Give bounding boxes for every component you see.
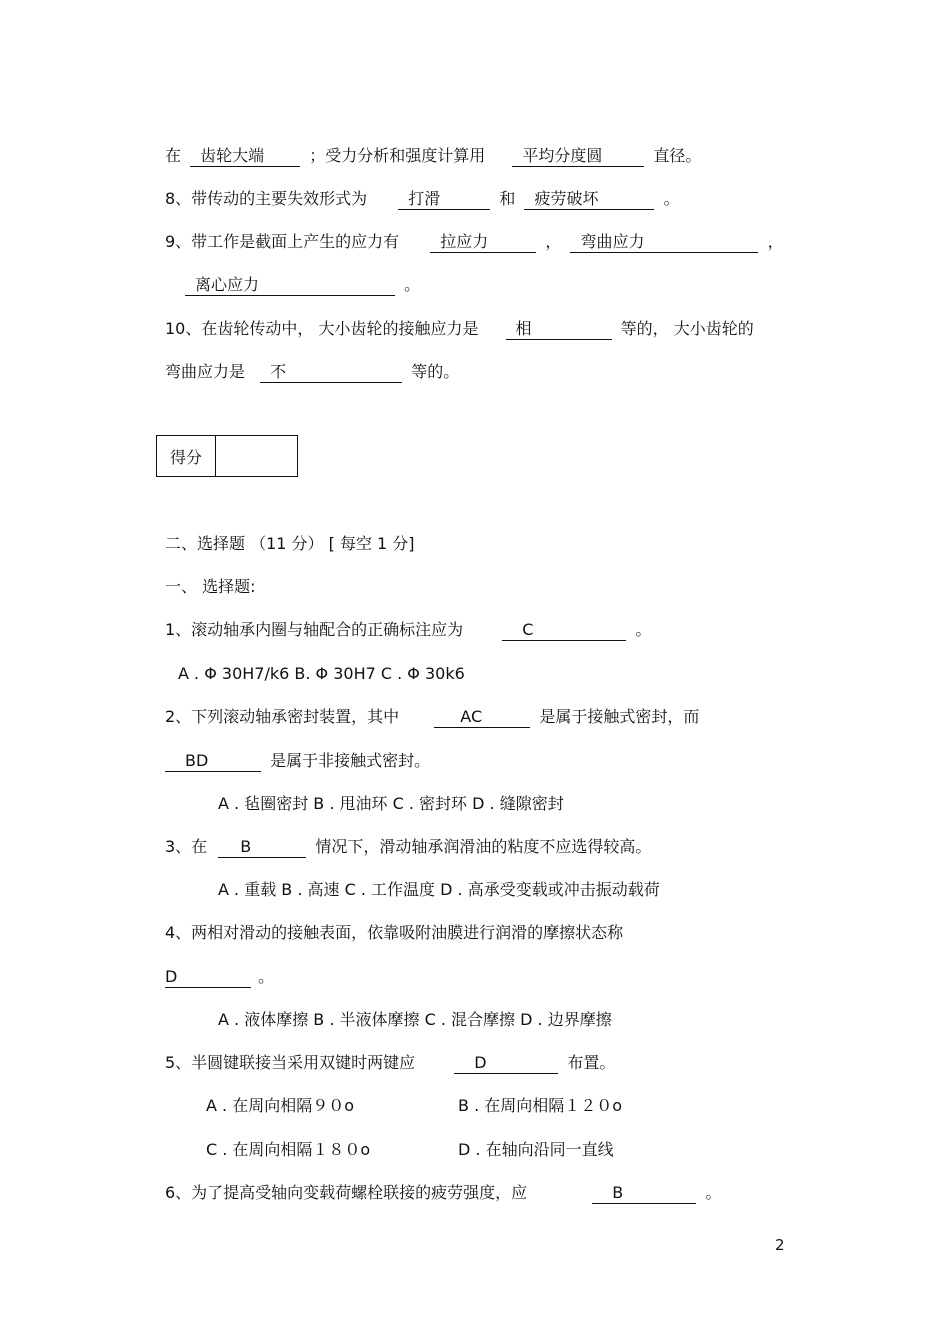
q10-line2-pre: 弯曲应力是 xyxy=(165,362,246,381)
c3-answer: B xyxy=(218,837,306,858)
c5-question xyxy=(165,1052,615,1074)
q10-text-mid: 等的， 大小齿轮的 xyxy=(620,319,754,338)
c5-text-post: 布置。 xyxy=(567,1053,616,1072)
q9-answer-2: 弯曲应力 xyxy=(570,232,758,253)
c5-option-a: A . 在周向相隔９０o xyxy=(206,1096,354,1115)
c1-question xyxy=(165,619,651,641)
q8-answer-2: 疲劳破坏 xyxy=(524,189,654,210)
c2-text-post: 是属于非接触式密封。 xyxy=(270,751,431,770)
q9-line-1 xyxy=(165,231,784,253)
c6-text: 6、为了提高受轴向变载荷螺栓联接的疲劳强度，应 xyxy=(165,1183,528,1202)
c2-question-line-2 xyxy=(165,750,430,772)
c5-answer: D xyxy=(454,1053,558,1074)
c3-question xyxy=(165,836,651,858)
c3-text-post: 情况下，滑动轴承润滑油的粘度不应选得较高。 xyxy=(315,837,652,856)
c6-question xyxy=(165,1182,721,1204)
c3-options: A . 重载 B . 高速 C . 工作温度 D . 高承受变载或冲击振动载荷 xyxy=(218,880,660,899)
c1-answer: C xyxy=(502,620,626,641)
q8-line xyxy=(165,188,680,210)
c2-text: 2、下列滚动轴承密封装置，其中 xyxy=(165,707,400,726)
q7-text-pre: 在 xyxy=(165,146,182,165)
c2-answer-1: AC xyxy=(434,707,530,728)
q10-line-2 xyxy=(165,361,459,383)
c2-answer-2: BD xyxy=(165,751,261,772)
c3-text: 3、在 xyxy=(165,837,208,856)
score-label: 得分 xyxy=(157,436,216,476)
q7-text-post: 直径。 xyxy=(653,146,702,165)
q9-text-post: 。 xyxy=(404,275,421,294)
q7-continuation xyxy=(165,145,701,167)
c6-text-post: 。 xyxy=(705,1183,722,1202)
c1-text-post: 。 xyxy=(635,620,652,639)
q8-answer-1: 打滑 xyxy=(398,189,490,210)
q8-text-pre: 8、带传动的主要失效形式为 xyxy=(165,189,368,208)
q10-text-post: 等的。 xyxy=(411,362,460,381)
c5-option-d: D . 在轴向沿同一直线 xyxy=(458,1140,614,1159)
q10-answer-2: 不 xyxy=(260,362,402,383)
c1-options: A . Φ 30H7/k6 B. Φ 30H7 C . Φ 30k6 xyxy=(178,664,465,683)
section2-subheading: 一、 选择题: xyxy=(165,577,256,596)
c6-answer: B xyxy=(592,1183,696,1204)
score-box xyxy=(156,435,298,477)
c4-question: 4、两相对滑动的接触表面，依靠吸附油膜进行润滑的摩擦状态称 xyxy=(165,923,624,942)
c5-option-b: B . 在周向相隔１２０o xyxy=(458,1096,623,1115)
q9-sep-2: ， xyxy=(767,232,784,251)
c5-option-c: C . 在周向相隔１８０o xyxy=(206,1140,371,1159)
q8-text-post: 。 xyxy=(663,189,680,208)
c4-answer-line xyxy=(165,966,274,988)
q10-text-pre: 10、在齿轮传动中， 大小齿轮的接触应力是 xyxy=(165,319,479,338)
q9-sep-1: ， xyxy=(545,232,562,251)
q9-answer-1: 拉应力 xyxy=(430,232,536,253)
c2-options: A . 毡圈密封 B . 甩油环 C . 密封环 D . 缝隙密封 xyxy=(218,794,564,813)
q8-text-mid: 和 xyxy=(499,189,516,208)
c1-text: 1、滚动轴承内圈与轴配合的正确标注应为 xyxy=(165,620,464,639)
q7-text-mid: ；受力分析和强度计算用 xyxy=(309,146,486,165)
c5-text: 5、半圆键联接当采用双键时两键应 xyxy=(165,1053,416,1072)
q7-answer-2: 平均分度圆 xyxy=(512,146,644,167)
c2-text-mid: 是属于接触式密封，而 xyxy=(539,707,700,726)
q10-line-1 xyxy=(165,318,754,340)
c2-question-line-1 xyxy=(165,706,699,728)
q9-line-2 xyxy=(185,274,420,296)
q7-answer-1: 齿轮大端 xyxy=(190,146,300,167)
q10-answer-1: 相 xyxy=(506,319,612,340)
score-field xyxy=(216,436,297,476)
section2-heading: 二、选择题 （11 分） [ 每空 1 分] xyxy=(165,534,415,553)
q9-text-pre: 9、带工作是截面上产生的应力有 xyxy=(165,232,400,251)
q9-answer-3: 离心应力 xyxy=(185,275,395,296)
c4-options: A . 液体摩擦 B . 半液体摩擦 C . 混合摩擦 D . 边界摩擦 xyxy=(218,1010,612,1029)
page-number: 2 xyxy=(775,1236,785,1254)
c4-text-post: 。 xyxy=(258,967,275,986)
c4-answer: D xyxy=(165,967,251,988)
